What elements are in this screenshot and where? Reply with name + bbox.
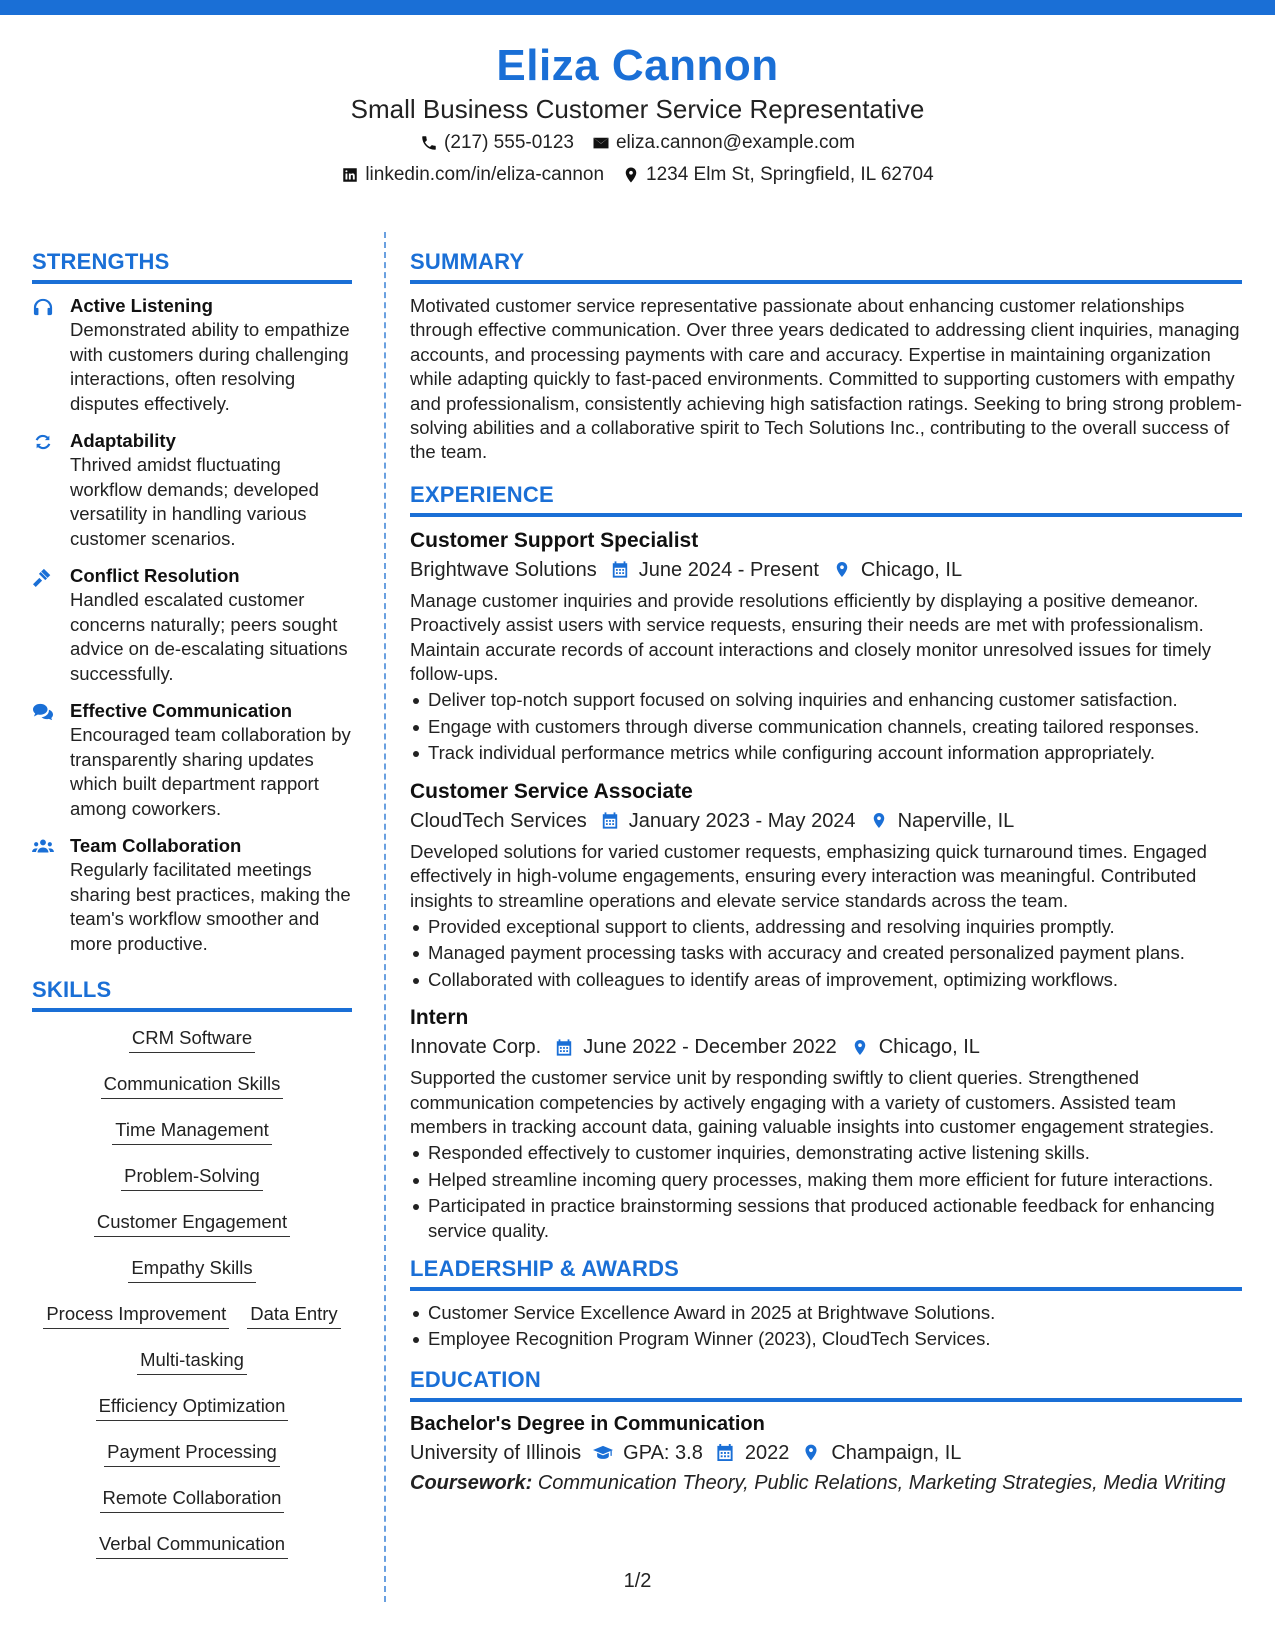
skill-tag: Data Entry bbox=[247, 1302, 340, 1329]
summary-text: Motivated customer service representative passionate about enhancing customer relationships through effective communication. Over three years dedicated to addressing client inquiries, managing accounts, and processing payments with care and accuracy. Expertise in maintaining organization while adapting quickly to fast-paced environments. Committed to supporting customers with empathy and professionalism, consistently achieving high satisfaction ratings. Seeking to bring strong problem-solving abilities and a collaborative spirit to Tech Solutions Inc., contributing to the overall success of the team. bbox=[410, 295, 1242, 463]
job-title: Customer Service Associate bbox=[410, 779, 693, 803]
coursework-line bbox=[410, 1468, 1242, 1498]
experience-heading: EXPERIENCE bbox=[410, 481, 1242, 517]
gpa-text: GPA: 3.8 bbox=[623, 1441, 703, 1464]
summary-heading: SUMMARY bbox=[410, 248, 1242, 284]
strength-item bbox=[32, 699, 352, 821]
job-bullet: Responded effectively to customer inquiries, demonstrating active listening skills. bbox=[410, 1141, 1242, 1165]
job-bullet: Track individual performance metrics while configuring account information appropriately. bbox=[410, 741, 1242, 765]
top-accent-bar bbox=[0, 0, 1275, 15]
resume-header bbox=[0, 40, 1275, 190]
school-location: Champaign, IL bbox=[831, 1441, 962, 1464]
envelope-icon bbox=[592, 134, 610, 152]
job-dates: January 2023 - May 2024 bbox=[628, 809, 856, 832]
skill-tag: Time Management bbox=[112, 1118, 272, 1145]
strengths-heading: STRENGTHS bbox=[32, 248, 352, 284]
candidate-name: Eliza Cannon bbox=[496, 41, 779, 90]
email-text: eliza.cannon@example.com bbox=[615, 132, 855, 153]
strength-title: Conflict Resolution bbox=[70, 565, 240, 586]
job-bullets bbox=[410, 688, 1242, 765]
users-icon bbox=[32, 837, 54, 857]
award-item: Employee Recognition Program Winner (2023), CloudTech Services. bbox=[410, 1327, 1242, 1351]
map-marker-icon bbox=[833, 560, 851, 579]
map-marker-icon bbox=[622, 166, 640, 184]
skill-tag: Verbal Communication bbox=[96, 1532, 288, 1559]
linkedin-contact[interactable] bbox=[341, 160, 604, 190]
skill-tag: Multi-tasking bbox=[137, 1348, 247, 1375]
strength-title: Active Listening bbox=[70, 295, 213, 316]
map-marker-icon bbox=[870, 811, 888, 830]
skills-list bbox=[32, 1026, 352, 1578]
strength-desc: Demonstrated ability to empathize with customers during challenging interactions, often resolving disputes effectively. bbox=[70, 319, 350, 414]
job-description: Developed solutions for varied customer requests, emphasizing quick turnaround times. Engaged effectively in high-volume engagements, ensuring every interaction was meaningful. Contributed insights to streamline operations and elevate service standards across the team. bbox=[410, 840, 1207, 911]
job-meta bbox=[410, 1032, 1242, 1062]
skill-tag: Empathy Skills bbox=[128, 1256, 255, 1283]
headphones-icon bbox=[32, 297, 54, 317]
school-name: University of Illinois bbox=[410, 1441, 582, 1464]
job-location: Naperville, IL bbox=[897, 809, 1015, 832]
strength-desc: Thrived amidst fluctuating workflow demands; developed versatility in handling various customer scenarios. bbox=[70, 454, 319, 549]
calendar-icon bbox=[601, 811, 619, 830]
linkedin-text: linkedin.com/in/eliza-cannon bbox=[365, 164, 605, 185]
address-text: 1234 Elm St, Springfield, IL 62704 bbox=[646, 164, 934, 185]
job-dates: June 2022 - December 2022 bbox=[583, 1036, 837, 1059]
strength-title: Team Collaboration bbox=[70, 835, 242, 856]
job-entry bbox=[410, 778, 1242, 992]
strength-desc: Regularly facilitated meetings sharing best practices, making the team's workflow smoother and more productive. bbox=[70, 859, 351, 954]
email-contact[interactable] bbox=[592, 128, 855, 158]
job-dates: June 2024 - Present bbox=[638, 558, 819, 581]
contact-row-2 bbox=[0, 160, 1275, 190]
strength-item bbox=[32, 429, 352, 551]
skill-tag: Payment Processing bbox=[104, 1440, 280, 1467]
comments-icon bbox=[32, 702, 54, 722]
left-column bbox=[32, 248, 352, 1578]
skill-tag: Problem-Solving bbox=[121, 1164, 263, 1191]
graduation-year: 2022 bbox=[744, 1441, 790, 1464]
skill-tag: Efficiency Optimization bbox=[96, 1394, 289, 1421]
skill-tag: Remote Collaboration bbox=[100, 1486, 285, 1513]
map-marker-icon bbox=[801, 1443, 821, 1462]
job-description: Supported the customer service unit by responding swiftly to client queries. Strengthened communication competencies by actively engaging with a variety of customers. Assisted team members in tracking account data, gaining valuable insights into customer engagement strategies. bbox=[410, 1067, 1215, 1137]
job-meta bbox=[410, 555, 1242, 585]
company-name: Brightwave Solutions bbox=[410, 558, 597, 581]
skill-tag: CRM Software bbox=[129, 1026, 255, 1053]
refresh-icon bbox=[32, 432, 54, 452]
strength-item bbox=[32, 834, 352, 956]
skills-heading: SKILLS bbox=[32, 976, 352, 1012]
job-location: Chicago, IL bbox=[878, 1036, 980, 1059]
page-number: 1/2 bbox=[623, 1570, 652, 1592]
linkedin-icon bbox=[341, 166, 359, 184]
job-bullet: Engage with customers through diverse communication channels, creating tailored responses. bbox=[410, 715, 1242, 739]
job-title: Customer Support Specialist bbox=[410, 528, 699, 552]
education-meta bbox=[410, 1438, 1242, 1468]
job-location: Chicago, IL bbox=[860, 558, 963, 581]
job-bullet: Deliver top-notch support focused on solving inquiries and enhancing customer satisfaction. bbox=[410, 688, 1242, 712]
job-bullet: Managed payment processing tasks with accuracy and created personalized payment plans. bbox=[410, 941, 1242, 965]
candidate-role: Small Business Customer Service Representative bbox=[350, 94, 925, 124]
strength-title: Effective Communication bbox=[70, 700, 293, 721]
company-name: Innovate Corp. bbox=[410, 1036, 542, 1059]
map-marker-icon bbox=[851, 1038, 869, 1057]
phone-contact[interactable] bbox=[420, 128, 574, 158]
company-name: CloudTech Services bbox=[410, 809, 587, 832]
calendar-icon bbox=[555, 1038, 573, 1057]
degree-title: Bachelor's Degree in Communication bbox=[410, 1412, 765, 1435]
job-description: Manage customer inquiries and provide resolutions efficiently by displaying a positive demeanor. Proactively assist users with service requests, ensuring their needs are met with professionalism. Maintain accurate records of account interactions and closely monitor unresolved issues for timely follow-ups. bbox=[410, 589, 1212, 685]
contact-row-1 bbox=[0, 128, 1275, 158]
coursework-list: Communication Theory, Public Relations, Marketing Strategies, Media Writing bbox=[537, 1471, 1226, 1494]
strength-title: Adaptability bbox=[70, 430, 176, 451]
job-bullet: Provided exceptional support to clients, addressing and resolving inquiries promptly. bbox=[410, 915, 1242, 939]
strength-desc: Handled escalated customer concerns naturally; peers sought advice on de-escalating situations successfully. bbox=[70, 589, 348, 684]
job-bullet: Participated in practice brainstorming sessions that produced actionable feedback for enhancing service quality. bbox=[410, 1194, 1242, 1243]
skill-tag: Process Improvement bbox=[43, 1302, 229, 1329]
job-title: Intern bbox=[410, 1006, 469, 1030]
column-divider bbox=[384, 232, 386, 1602]
phone-text: (217) 555-0123 bbox=[444, 132, 574, 153]
gavel-icon bbox=[32, 567, 54, 587]
address-contact bbox=[622, 160, 934, 190]
job-bullet: Collaborated with colleagues to identify areas of improvement, optimizing workflows. bbox=[410, 968, 1242, 992]
calendar-icon bbox=[715, 1443, 735, 1462]
job-entry bbox=[410, 527, 1242, 766]
skill-tag: Customer Engagement bbox=[94, 1210, 290, 1237]
job-bullets bbox=[410, 915, 1242, 992]
right-column bbox=[410, 248, 1242, 1498]
job-meta bbox=[410, 806, 1242, 836]
strength-item bbox=[32, 564, 352, 686]
phone-icon bbox=[420, 134, 438, 152]
skill-tag: Communication Skills bbox=[101, 1072, 284, 1099]
graduation-cap-icon bbox=[593, 1443, 613, 1462]
job-entry bbox=[410, 1004, 1242, 1243]
awards-list bbox=[410, 1301, 1242, 1352]
job-bullet: Helped streamline incoming query processes, making them more efficient for future interactions. bbox=[410, 1168, 1242, 1192]
award-item: Customer Service Excellence Award in 2025 at Brightwave Solutions. bbox=[410, 1301, 1242, 1325]
leadership-heading: LEADERSHIP & AWARDS bbox=[410, 1255, 1242, 1291]
coursework-label: Coursework: bbox=[410, 1471, 533, 1494]
job-bullets bbox=[410, 1141, 1242, 1243]
education-heading: EDUCATION bbox=[410, 1366, 1242, 1402]
strength-item bbox=[32, 294, 352, 416]
strength-desc: Encouraged team collaboration by transparently sharing updates which built department rapport among coworkers. bbox=[70, 724, 351, 819]
calendar-icon bbox=[611, 560, 629, 579]
